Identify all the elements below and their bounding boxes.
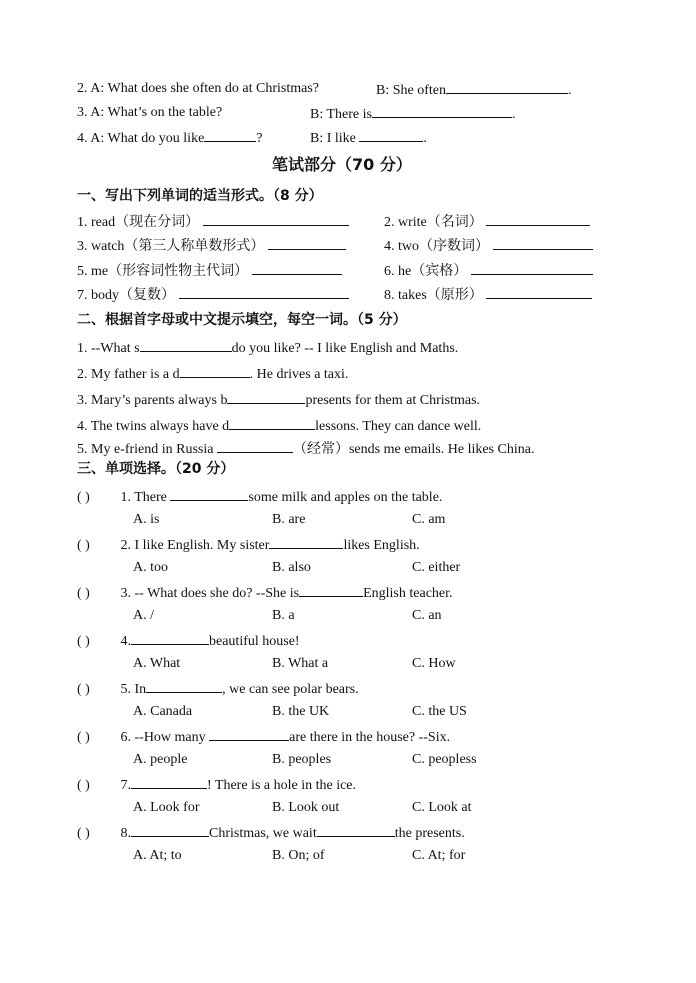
sentence-end: lessons. They can dance well. xyxy=(315,419,482,434)
section1-heading: 一、写出下列单词的适当形式。（8 分） xyxy=(77,188,323,204)
question-mark: ? xyxy=(256,131,263,146)
mc-question-8 xyxy=(77,823,465,843)
s1-item-3 xyxy=(77,236,346,256)
option-a[interactable]: A. At; to xyxy=(133,848,182,863)
answer-blank[interactable] xyxy=(372,104,512,118)
listening-q3 xyxy=(77,104,222,122)
item-label: 7. body（复数） xyxy=(77,288,175,303)
period: . xyxy=(511,107,516,122)
option-c[interactable]: C. am xyxy=(412,512,446,527)
option-b[interactable]: B. also xyxy=(272,560,311,575)
answer-blank[interactable] xyxy=(217,439,293,453)
s1-item-1 xyxy=(77,212,349,232)
answer-blank xyxy=(209,727,289,741)
option-c[interactable]: C. an xyxy=(412,608,442,623)
listening-q2-b xyxy=(376,80,572,100)
mc-question-4 xyxy=(77,631,300,651)
option-c[interactable]: C. either xyxy=(412,560,461,575)
mc-question-2 xyxy=(77,535,420,555)
question-stem-end: beautiful house! xyxy=(209,634,300,649)
answer-parentheses[interactable]: ( ) xyxy=(77,730,90,745)
answer-blank xyxy=(170,487,248,501)
option-c[interactable]: C. At; for xyxy=(412,848,466,863)
answer-blank[interactable] xyxy=(359,128,423,142)
sentence-end: do you like? -- I like English and Maths. xyxy=(231,341,459,356)
written-part-title: 笔试部分（70 分） xyxy=(272,155,412,174)
s1-item-6 xyxy=(384,261,593,281)
question-stem-end: English teacher. xyxy=(363,586,453,601)
q4-a-text: 4. A: What do you like xyxy=(77,131,205,146)
s1-item-2 xyxy=(384,212,590,232)
option-c[interactable]: C. peopless xyxy=(412,752,477,767)
answer-blank xyxy=(317,823,395,837)
answer-blank[interactable] xyxy=(486,285,592,299)
question-stem-start: 2. I like English. My sister xyxy=(120,538,270,553)
sentence-end: presents for them at Christmas. xyxy=(305,393,481,408)
question-stem-start: 8. xyxy=(120,826,131,841)
s2-q5 xyxy=(77,439,534,459)
q3-a-text: 3. A: What’s on the table? xyxy=(77,105,223,120)
sentence-start: 5. My e-friend in Russia xyxy=(77,442,214,457)
mc-question-6 xyxy=(77,727,450,747)
option-a[interactable]: A. people xyxy=(133,752,188,767)
answer-blank[interactable] xyxy=(179,285,349,299)
answer-blank[interactable] xyxy=(471,261,593,275)
item-label: 5. me（形容词性物主代词） xyxy=(77,264,249,279)
q2-b-text: B: She often xyxy=(376,83,446,98)
option-a[interactable]: A. too xyxy=(133,560,168,575)
question-stem-start: 3. -- What does she do? --She is xyxy=(120,586,300,601)
s1-item-5 xyxy=(77,261,342,281)
answer-blank[interactable] xyxy=(486,212,590,226)
answer-blank[interactable] xyxy=(227,390,305,404)
mc-question-1 xyxy=(77,487,442,507)
sentence-start: 4. The twins always have d xyxy=(77,419,230,434)
item-label: 3. watch（第三人称单数形式） xyxy=(77,239,265,254)
sentence-start: 3. Mary’s parents always b xyxy=(77,393,228,408)
answer-parentheses[interactable]: ( ) xyxy=(77,538,90,553)
answer-blank[interactable] xyxy=(268,236,346,250)
option-b[interactable]: B. peoples xyxy=(272,752,332,767)
section2-heading: 二、根据首字母或中文提示填空，每空一词。（5 分） xyxy=(77,312,407,328)
option-b[interactable]: B. On; of xyxy=(272,848,325,863)
s2-q2 xyxy=(77,364,348,384)
question-stem-start: 7. xyxy=(120,778,131,793)
item-label: 8. takes（原形） xyxy=(384,288,483,303)
option-a[interactable]: A. / xyxy=(133,608,154,623)
answer-parentheses[interactable]: ( ) xyxy=(77,634,90,649)
sentence-end: （经常）sends me emails. He likes China. xyxy=(292,442,535,457)
mc-question-7 xyxy=(77,775,356,795)
answer-blank[interactable] xyxy=(140,338,232,352)
option-a[interactable]: A. What xyxy=(133,656,181,671)
q4-b-text: B: I like xyxy=(310,131,356,146)
question-stem-end: the presents. xyxy=(394,826,465,841)
answer-blank[interactable] xyxy=(203,212,349,226)
s2-q4 xyxy=(77,416,481,436)
option-a[interactable]: A. Canada xyxy=(133,704,193,719)
s2-q3 xyxy=(77,390,480,410)
period: . xyxy=(568,83,572,98)
option-c[interactable]: C. Look at xyxy=(412,800,472,815)
s1-item-4 xyxy=(384,236,593,256)
answer-blank xyxy=(146,679,222,693)
answer-blank[interactable] xyxy=(229,416,315,430)
answer-blank xyxy=(269,535,343,549)
section3-heading: 三、单项选择。（20 分） xyxy=(77,461,235,477)
answer-parentheses[interactable]: ( ) xyxy=(77,778,90,793)
period: . xyxy=(423,131,427,146)
answer-blank xyxy=(131,775,207,789)
option-b[interactable]: B. a xyxy=(272,608,295,623)
sentence-start: 1. --What s xyxy=(77,341,140,356)
s2-q1 xyxy=(77,338,458,358)
listening-q3-b xyxy=(310,104,515,124)
question-stem-start: 1. There xyxy=(120,490,167,505)
listening-q4 xyxy=(77,128,263,148)
item-label: 1. read（现在分词） xyxy=(77,215,200,230)
answer-blank xyxy=(131,631,209,645)
question-stem-end: ! There is a hole in the ice. xyxy=(207,778,357,793)
listening-q4-b xyxy=(310,128,427,148)
answer-blank[interactable] xyxy=(180,364,250,378)
question-stem-end: likes English. xyxy=(343,538,420,553)
question-stem-end: , we can see polar bears. xyxy=(222,682,359,697)
answer-blank[interactable] xyxy=(204,128,256,142)
question-stem-end: are there in the house? --Six. xyxy=(289,730,451,745)
answer-parentheses[interactable]: ( ) xyxy=(77,826,90,841)
answer-blank[interactable] xyxy=(493,236,593,250)
question-stem-end: some milk and apples on the table. xyxy=(248,490,443,505)
option-b[interactable]: B. What a xyxy=(272,656,329,671)
answer-blank xyxy=(131,823,209,837)
answer-blank xyxy=(299,583,363,597)
question-stem-start: 6. --How many xyxy=(120,730,206,745)
s1-item-7 xyxy=(77,285,349,305)
option-a[interactable]: A. is xyxy=(133,512,160,527)
option-c[interactable]: C. How xyxy=(412,656,456,671)
question-stem-middle: Christmas, we wait xyxy=(209,826,317,841)
option-a[interactable]: A. Look for xyxy=(133,800,200,815)
answer-parentheses[interactable]: ( ) xyxy=(77,682,90,697)
s1-item-8 xyxy=(384,285,592,305)
q3-b-text: B: There is xyxy=(310,107,372,122)
listening-q2 xyxy=(77,80,319,98)
option-b[interactable]: B. the UK xyxy=(272,704,330,719)
sentence-end: . He drives a taxi. xyxy=(249,367,349,382)
item-label: 4. two（序数词） xyxy=(384,239,489,254)
item-label: 2. write（名词） xyxy=(384,215,483,230)
answer-blank[interactable] xyxy=(446,80,568,94)
q2-a-text: 2. A: What does she often do at Christmas? xyxy=(77,81,319,96)
item-label: 6. he（宾格） xyxy=(384,264,468,279)
option-c[interactable]: C. the US xyxy=(412,704,467,719)
mc-question-3 xyxy=(77,583,453,603)
option-b[interactable]: B. are xyxy=(272,512,306,527)
question-stem-start: 5. In xyxy=(120,682,147,697)
option-b[interactable]: B. Look out xyxy=(272,800,340,815)
answer-parentheses[interactable]: ( ) xyxy=(77,586,90,601)
question-stem-start: 4. xyxy=(120,634,131,649)
answer-parentheses[interactable]: ( ) xyxy=(77,490,90,505)
answer-blank[interactable] xyxy=(252,261,342,275)
mc-question-5 xyxy=(77,679,359,699)
sentence-start: 2. My father is a d xyxy=(77,367,180,382)
